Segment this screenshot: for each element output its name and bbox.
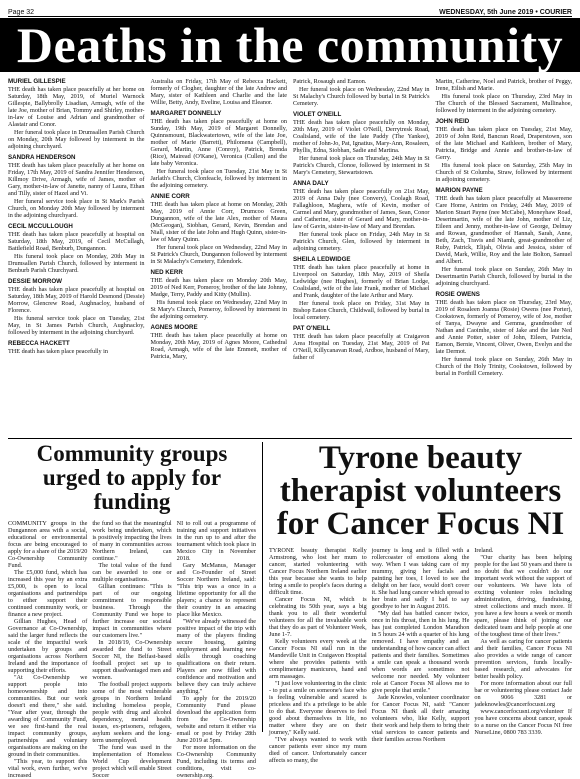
obituary-name: AGNES MOORE <box>150 324 198 331</box>
story-paragraph: "I just love volunteering in the clinic - to put a smile on someone's face who is feeling vulnerable and scared is priceless and it's a privilege to be able to do that. Everyone deserves to feel good about themselves in life, no matter where they are on their journey," Kelly said. <box>269 680 367 736</box>
story-paragraph: "I've always wanted to work with cancer patients ever since my mum died of cancer. Unfortunately cancer affects so many, the <box>269 736 367 764</box>
obituary-name: SANDRA HENDERSON <box>8 154 76 161</box>
obituary-name: VIOLET O'NEILL <box>293 111 342 118</box>
story-paragraph: COMMUNITY groups in the Dungannon area with a social, educational or environmental focus are being encouraged to apply for a share of the 2019/20 Co-Ownership Community Fund. <box>8 520 88 569</box>
story-headline: Community groups urged to apply for funding <box>36 441 228 514</box>
obituary-name: DESSIE MORROW <box>8 278 62 285</box>
obituary-text: THE death has taken place peacefully at home on Sunday, 19th May, 2019 of Margaret Donnelly, Quinnsmount, Blackwatertown, wife of the late Joe, mother of Marie (Barrett), Philomena (Campbell), Gerard, Martin, Anne (Conroy), Patrick, Brenda (Rice), Mairead (O'Kane), Veronica (Cullen) and the late baby Veronica. <box>150 118 287 167</box>
obituary-text: His funeral took place on Saturday, 25th May in Church of St Columba, Straw, followed by interment in adjoining cemetery. <box>435 162 572 183</box>
obituary-text: Australia on Friday, 17th May of Rebecca Hackett, formerly of Clogher, daughter of the late Andrew and Mary, sister of Kathleen and Charlie and the late Willie, Betty, Andy, Eveline, Louisa and Eleanor. <box>150 78 287 106</box>
obituary-column <box>293 78 430 436</box>
obituary-text: THE death has taken place peacefully at home in Liverpool on Saturday, 18th May, 2019 of Sheila Ledwidge (nee Hughes), formerly of Brian Lodge, Coalisland, wife of the late Frank, mother of Michael and Frank, daughter of the late Arthur and Mary. <box>293 264 430 299</box>
obituary-name: JOHN REID <box>435 118 470 125</box>
obituary-text: THE death has taken place peacefully at home on Monday, 20th May, 2019 of Agnes Moore, Cathedral Road, Armagh, wife of the late Emmett, mother of Patricia, Mary, <box>150 332 287 360</box>
story-paragraph: Kelly volunteers every week at the Cancer Focus NI stall run in the Mandeville Unit in Craigavon Hospital where she provides patients with complimentary manicures, hand and arm massages. <box>269 638 367 680</box>
story-paragraph: To apply for the 2019/20 Community Fund please download the application form from the Co-Ownership website and return it either via email or post by Friday 28th June 2019 at 5pm. <box>176 695 256 744</box>
obituary-text: THE death has taken place peacefully at her home on Friday, 17th May, 2019 of Sandra Jennifer Henderson, Killmoy Drive, Armagh, wife of James, mother of Gary, mother-in-law of Janette, nanny of Laura, Ethan and Tilly, sister of Hazel and Vi. <box>8 162 145 197</box>
page-number: Page 32 <box>8 9 35 16</box>
obituary-name: ROSIE OWENS <box>435 291 480 298</box>
obituary-name: ANNIE CORR <box>150 193 190 200</box>
obituary-text: THE death has taken place peacefully on Monday, 20th May, 2019 of Violet O'Neill, Derrytresk Road, Coalisland, wife of the late Paddy (The Yankee), mother of John-Jo, Pat, Ignatius, Mary-Ann, Rosaleen, Phyllis, Edna, Siobhan, Sadie and Martina. <box>293 119 430 154</box>
story-column <box>372 547 470 764</box>
story-paragraph: Gary McManus, Manager and Co-Founder of Street Soccer Northern Ireland, said: "This trip was a once in a lifetime opportunity for all the players; a chance to represent their country in an amazing place like Mexico. <box>176 562 256 618</box>
story-paragraph: For more information on the Co-Ownership Community Fund, including its terms and conditions, visit co-ownership.org. <box>176 744 256 779</box>
story-column <box>474 547 572 764</box>
obituary-text: THE death has taken place peacefully at Craigavon Area Hospital on Tuesday, 21st May, 2019 of Pat O'Neill, Killycanavan Road, Ardboe, husband of Mary, father of <box>293 333 430 361</box>
story-paragraph: For more information about our full bar or volunteering please contact Jade on 9066 3281 or jadeknowles@cancerfocusni.org <box>474 680 573 708</box>
obituary-text: THE death has taken place peacefully in <box>8 348 108 355</box>
story-paragraph: "We've already witnessed the positive impact of the trip with many of the players finding secure housing, gaining employment and learning new skills through coaching qualifications on their return. Players are now filled with confidence and motivation and believe they can truly achieve anything." <box>176 618 256 695</box>
obituary-text: THE death has taken place peacefully at hospital on Saturday, 18th May, 2019, of Cecil McCullagh, Battlefield Road, Benburb, Dungannon. <box>8 231 145 252</box>
section-banner <box>0 18 580 72</box>
obituary-text: His funeral took place on Wednesday, 22nd May in St Mary's Church, Pomeroy, followed by interment in the adjoining cemetery. <box>150 299 287 320</box>
edition-line: WEDNESDAY, 5th June 2019 • COURIER <box>439 9 572 16</box>
page-header <box>8 4 572 17</box>
story-paragraph: "At Co-Ownership we support people into homeownership and into communities. But our work doesn't end there," she said. "Year after year, through the awarding of Community Fund, we see first-hand the real impact community groups, partnerships and voluntary organisations are making on the ground in their communities. <box>8 674 88 758</box>
story-paragraph: The £5,000 fund, which has increased this year by an extra £5,000, is open to local organisations and partnerships to either support their continued community work, or finance a new project. <box>8 569 88 618</box>
obituary-name: PAT O'NEILL <box>293 325 331 332</box>
obituary-text: THE death has taken place on Thursday, 23rd May, 2019 of Rosaleen Joanna (Rosie) Owens (nee Porter), Cookstown, formerly of Pomeroy, wife of Joe, mother of Tanya, Dwayne and Gemma, grandmother of Nathan and Caoimhe, sister of Jake and the late Ned and Annie Potter, sister of John, Eileen, Patricia, Eamon, Bernie, Vincent, Oliver, Owen, Evelyn and the late Dermot. <box>435 299 572 355</box>
obituary-name: MARGARET DONNELLY <box>150 110 222 117</box>
obituary-text: Her funeral took place on Thursday, 24th May in St Patrick's Church, Clonoe, followed by interment in St Mary's Cemetery, Stewartstown. <box>293 155 430 176</box>
story-paragraph: Cancer Focus NI, which is celebrating its 50th year, says a big thank you to all their wonderful volunteers for all the invaluable work that they do as part of Volunteer Week, June 1-7. <box>269 596 367 638</box>
obituary-text: THE death has taken place peacefully at hospital on Saturday, 18th May, 2019 of Harold Desmond (Dessie) Morrow, Glencrew Road, Aughnacloy, husband of Florence. <box>8 286 145 314</box>
story-paragraph: "This year, to support this vital work, even further, we've increased <box>8 758 88 779</box>
story-column <box>92 520 171 779</box>
story-paragraph: "Our charity has been helping people for the last 50 years and there is no doubt that we couldn't do our important work without the support of our volunteers. We have lots of exciting volunteer roles including administration, driving, fundraising, street collections and much more. If you have a few hours a week or month spare, please think of joining our dedicated team and help people at one of the toughest time of their lives." <box>474 554 573 638</box>
story-paragraph: In 2018/19, Co-Ownership awarded the fund to Street Soccer NI, the Belfast-based football project set up to support disadvantaged men and women. <box>92 639 172 681</box>
story-paragraph: Gillian Hughes, Head of Governance at Co-Ownership, said the larger fund reflects the scale of the impactful work undertaken by groups and organisations across Northern Ireland and the importance of supporting their efforts. <box>8 618 88 674</box>
story-paragraph: Jade Knowles, volunteer coordinator for Cancer Focus NI, said: "Cancer Focus NI thank all their amazing volunteers who, like Kelly, support their work and help them to bring their vital services to cancer patients and their families across Northern <box>371 694 470 743</box>
obituary-text: Her funeral took place on Friday, 31st May in Bishop Eaton Church, Childwall, followed by burial in local cemetery. <box>293 300 430 321</box>
obituary-text: Martin, Catherine, Noel and Patrick, brother of Peggy, Irene, Eilish and Marie. <box>435 78 572 92</box>
story-paragraph: As well as caring for cancer patients and their families, Cancer Focus NI also provides a wide range of cancer prevention services, funds locally-based research, and advocates for better health policy. <box>474 638 573 680</box>
story-paragraph: TYRONE beauty therapist Kelly Armstrong, who lost her mum to cancer, started volunteering with Cancer Focus Northern Ireland earlier this year because she wants to help bring a smile to people's faces during a difficult time. <box>269 547 367 596</box>
obituary-text: THE death has taken place on Monday 20th May, 2019 of Ned Kerr, Pomeroy, brother of the late Johnny, Madge, Terry, Paddy and Kitty (Mullin). <box>150 277 287 298</box>
obituary-name: NED KERR <box>150 269 183 276</box>
section-divider <box>8 438 572 439</box>
obituary-text: His funeral service took place on Tuesday, 21st May, in St James Parish Church, Aughnacloy, followed by interment in the adjoining churchyard. <box>8 315 145 336</box>
obituaries-columns <box>8 78 572 436</box>
obituary-text: THE death has taken place peacefully at her home on Saturday, 18th May, 2019, of Muriel Warnock Gillespie, Ballybrolly Lisadian, Armagh, wife of the late Joe, mother of Brian, Tommy and Shirley, mother-in-law of Louise and Adrian and grandmother of Alastair and Conor. <box>8 86 145 128</box>
obituary-name: CECIL MCCULLOUGH <box>8 223 73 230</box>
obituary-text: THE death has taken place on Tuesday, 21st May, 2019 of John Reid, Bancran Road, Draperstown, son of the late Michael and Kathleen, brother of Mary, Patricia, Bridge and Annie and brother-in-law of Gerry. <box>435 126 572 161</box>
obituary-column <box>151 78 288 436</box>
story-paragraph: NI to roll out a programme of training and support initiatives in the run up to and after the tournament which took place in Mexico City in November 2018. <box>176 520 256 562</box>
story-paragraph: "My dad has battled cancer twice, once in his throat, then in his lung. He has just completed London Marathon in 5 hours 24 with a quarter of his lung removed. I have empathy and an understanding of how cancer can affect patients and their families. Sometimes a smile can speak a thousand words when words are sometimes not welcome nor needed. My volunteer role at Cancer Focus NI allows me to give people that smile." <box>371 610 470 694</box>
obituary-name: MURIEL GILLESPIE <box>8 78 66 85</box>
obituary-text: THE death has taken place peacefully on 21st May, 2019 of Anna Daly (nee Convery), Coolagh Road, Fallaghloon, Maghera, wife of Kevin, mother of Carmel and Mary, grandmother of James, Sean, Conor and Catherine, sister of Gerard and Mary, mother-in-law of Gavin, sister-in-law of Mary and Brendan. <box>293 188 430 230</box>
obituary-text: THE death has taken place at home on Monday, 20th May, 2019 of Annie Corr, Drumcoo Green, Dungannon, wife of the late Alex, mother of Maura (McGeogan), Siobhan, Gerard, Kevin, Brendan and Niall, sister of the late John and Hugh Quinn, sister-in-law of Mary Quinn. <box>150 201 287 243</box>
story-body <box>269 547 572 764</box>
story-paragraph: www.cancerfocusni.org/volunteer If you have concerns about cancer, speak to a nurse on the Cancer Focus NI free NurseLine, 0800 783 3339. <box>474 708 573 736</box>
obituary-text: Patrick, Rosaugh and Eamon. <box>293 78 367 85</box>
obituary-text: Her funeral took place on Wednesday, 22nd May in St Malachy's Church followed by burial in St Patrick's Cemetery. <box>293 86 430 107</box>
section-title: Deaths in the community <box>16 17 564 73</box>
story-community-funding <box>8 441 256 779</box>
story-body <box>8 520 256 779</box>
story-beauty-therapist <box>262 440 573 764</box>
obituary-text: Her funeral took place in Drumsallen Parish Church on Monday, 20th May followed by interment in the adjoining churchyard. <box>8 129 145 150</box>
obituary-text: Her funeral took place on Sunday, 26th May in Desertmartin Parish Church, followed by burial in the adjoining churchyard. <box>435 266 572 287</box>
obituary-text: Her funeral took place on Sunday, 26th May in Church of the Holy Trinity, Cookstown, followed by burial in Forthill Cemetery. <box>435 356 572 377</box>
obituary-text: His funeral took place on Thursday, 23rd May in The Church of the Blessed Sacrament, Mullinahoe, followed by interment in the adjoining cemetery. <box>435 93 572 114</box>
story-column <box>269 547 367 764</box>
story-paragraph: Ireland. <box>474 547 494 554</box>
story-column <box>8 520 87 779</box>
obituary-name: MARION PAYNE <box>435 187 483 194</box>
obituary-text: Her funeral took place on Wednesday, 22nd May in St Patrick's Church, Dungannon followed by interment in St Malachy's Cemetery, Edendork. <box>150 244 287 265</box>
story-paragraph: The football project supports some of the most vulnerable groups in Northern Ireland including homeless people, people with drug and alcohol dependency, mental health issues, ex-prisoners, refugees, asylum seekers and the long-term unemployed. <box>92 681 172 744</box>
obituary-text: THE death has taken place peacefully at Massereene Care Home, Antrim on Friday, 24th May, 2019 of Marion Stuart Payne (nee McCabe), Moneyhaw Road, Desertmartin, wife of the late John, mother of Liz, Eileen and Jenny, mother-in-law of George, Delmay and Rowan, grandmother of Hannah, Sarah, Anne, Beth, Zach, Travis and Niamh, great-grandmother of Ruby, Patrick, Elijah, Olivia and Jessica, sister of David, Mark, Willie, Roy and the late Bolton, Samuel and Albert. <box>435 195 572 265</box>
obituary-text: Her funeral took place on Tuesday, 21st May in St Jarlath's Church, Clonfeacle, followed by interment in the adjoining cemetery. <box>150 168 287 189</box>
story-paragraph: the fund so that the meaningful work being undertaken, which is positively impacting the lives of many in communities across Northern Ireland, can continue." <box>92 520 172 562</box>
obituary-text: Her funeral service took place in St Mark's Parish Church, on Monday 20th May followed by interment in the adjoining churchyard. <box>8 198 145 219</box>
story-paragraph: Gillian continues: "This is part of our ongoing commitment to responsible business. Through the Community Fund we hope to further increase our societal impact in communities where our customers live." <box>92 583 172 639</box>
obituary-name: REBECCA HACKETT <box>8 340 70 347</box>
obituary-text: Her funeral took place on Friday, 24th May in St Patrick's Church, Glen, followed by interment in adjoining cemetery. <box>293 231 430 252</box>
obituary-column <box>436 78 573 436</box>
story-paragraph: journey is long and is filled with a rollercoaster of emotions along the way. When I was taking care of my mummy, giving her facials and painting her toes, I loved to see the delight on her face, would don't cover it. She had lung cancer which spread to her brain and sadly I had to say goodbye to her in August 2016. <box>371 547 470 610</box>
story-headline: Tyrone beauty therapist volunteers for Cancer Focus NI <box>276 440 565 542</box>
obituary-name: ANNA DALY <box>293 180 329 187</box>
obituary-column <box>8 78 145 436</box>
obituary-text: His funeral took place on Monday, 20th May in Drumsallen Parish Church, followed by interment in Benburb Parish Churchyard. <box>8 253 145 274</box>
story-column <box>177 520 256 779</box>
story-paragraph: The fund was used in the implementation of Homeless World Cup development project which will enable Street Soccer <box>92 744 172 779</box>
obituary-name: SHEILA LEDWIDGE <box>293 256 351 263</box>
story-paragraph: The total value of the fund can be awarded to one or multiple organisations. <box>92 562 172 583</box>
